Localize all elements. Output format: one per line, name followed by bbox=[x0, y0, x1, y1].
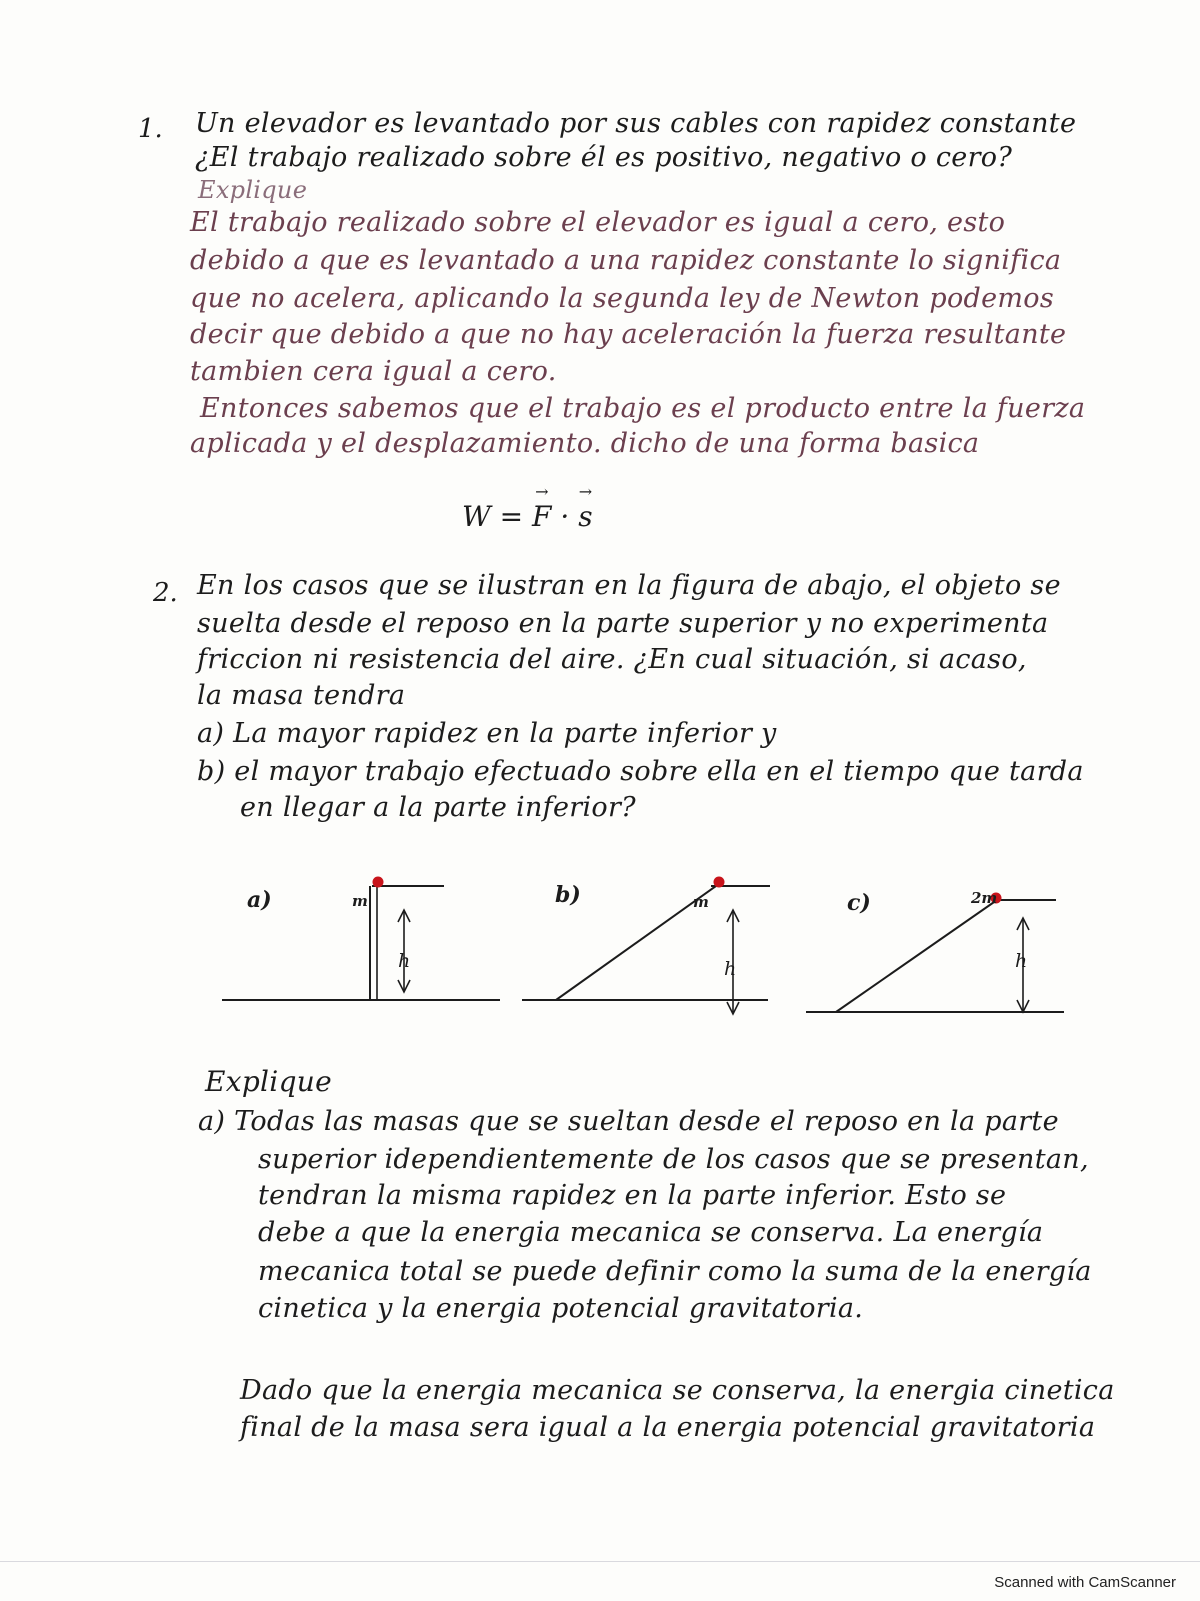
q2-question-line: En los casos que se ilustran en la figura de abajo, el objeto se bbox=[197, 570, 1061, 601]
q2-question-line: la masa tendra bbox=[197, 680, 406, 711]
q2-question-line: friccion ni resistencia del aire. ¿En cual situación, si acaso, bbox=[197, 644, 1027, 675]
q2-question-line: a) La mayor rapidez en la parte inferior y bbox=[197, 718, 777, 749]
q1-answer-line: Entonces sabemos que el trabajo es el producto entre la fuerza bbox=[200, 393, 1086, 424]
q2-answer-a-line: a) Todas las masas que se sueltan desde el reposo en la parte bbox=[198, 1106, 1059, 1137]
figure-b-label: b) bbox=[555, 882, 581, 908]
mass-dot bbox=[714, 877, 725, 888]
figure-c-height-label: h bbox=[1015, 950, 1028, 972]
q2-question-line: en llegar a la parte inferior? bbox=[240, 792, 636, 823]
displacement-vector-arrow: → bbox=[578, 482, 593, 501]
q2-answer-a-line: cinetica y la energia potencial gravitatoria. bbox=[258, 1293, 864, 1324]
q1-explain-prompt: Explique bbox=[198, 176, 308, 204]
q2-number: 2. bbox=[153, 578, 178, 608]
scanner-watermark: Scanned with CamScanner bbox=[994, 1574, 1176, 1591]
force-symbol: F bbox=[532, 500, 552, 533]
q2-answer-b-line: Dado que la energia mecanica se conserva, la energia cinetica bbox=[240, 1375, 1115, 1406]
q2-answer-a-line: tendran la misma rapidez en la parte inferior. Esto se bbox=[258, 1180, 1007, 1211]
mass-dot bbox=[373, 877, 384, 888]
q1-answer-line: aplicada y el desplazamiento. dicho de una forma basica bbox=[190, 428, 980, 459]
q1-number: 1. bbox=[138, 114, 163, 144]
q2-question-line: suelta desde el reposo en la parte superior y no experimenta bbox=[197, 608, 1049, 639]
figure-b-mass-label: m bbox=[693, 893, 709, 911]
q1-answer-line: debido a que es levantado a una rapidez constante lo significa bbox=[190, 245, 1062, 276]
q1-answer-line: decir que debido a que no hay aceleración la fuerza resultante bbox=[190, 319, 1067, 350]
q1-answer-line: que no acelera, aplicando la segunda ley de Newton podemos bbox=[190, 283, 1054, 314]
figure-a-height-label: h bbox=[398, 950, 411, 972]
q1-answer-line: El trabajo realizado sobre el elevador es igual a cero, esto bbox=[190, 207, 1006, 238]
q1-question-line: Un elevador es levantado por sus cables con rapidez constante bbox=[195, 108, 1077, 139]
figure-a-mass-label: m bbox=[352, 892, 368, 910]
q1-question-line: ¿El trabajo realizado sobre él es positivo, negativo o cero? bbox=[195, 142, 1013, 173]
formula-lhs: W = bbox=[462, 500, 524, 533]
dot-product-symbol: · bbox=[560, 500, 570, 533]
q2-answer-a-line: superior idependientemente de los casos que se presentan, bbox=[258, 1144, 1089, 1175]
figure-b-height-label: h bbox=[724, 958, 737, 980]
q1-answer-line: tambien cera igual a cero. bbox=[190, 356, 557, 387]
figure-c-mass-label: 2m bbox=[971, 889, 998, 907]
q2-question-line: b) el mayor trabajo efectuado sobre ella en el tiempo que tarda bbox=[197, 756, 1084, 787]
footer-divider bbox=[0, 1561, 1200, 1562]
q2-answer-a-line: debe a que la energia mecanica se conserva. La energía bbox=[258, 1217, 1044, 1248]
figure-a-label: a) bbox=[247, 887, 272, 913]
figure-c-label: c) bbox=[847, 890, 871, 916]
q2-answer-b-line: final de la masa sera igual a la energia potencial gravitatoria bbox=[240, 1412, 1096, 1443]
q2-answer-a-line: mecanica total se puede definir como la suma de la energía bbox=[258, 1256, 1092, 1287]
displacement-symbol: s bbox=[578, 500, 593, 533]
incline-line bbox=[836, 900, 997, 1012]
force-vector-arrow: → bbox=[535, 482, 549, 501]
q2-explain-prompt: Explique bbox=[205, 1065, 332, 1098]
